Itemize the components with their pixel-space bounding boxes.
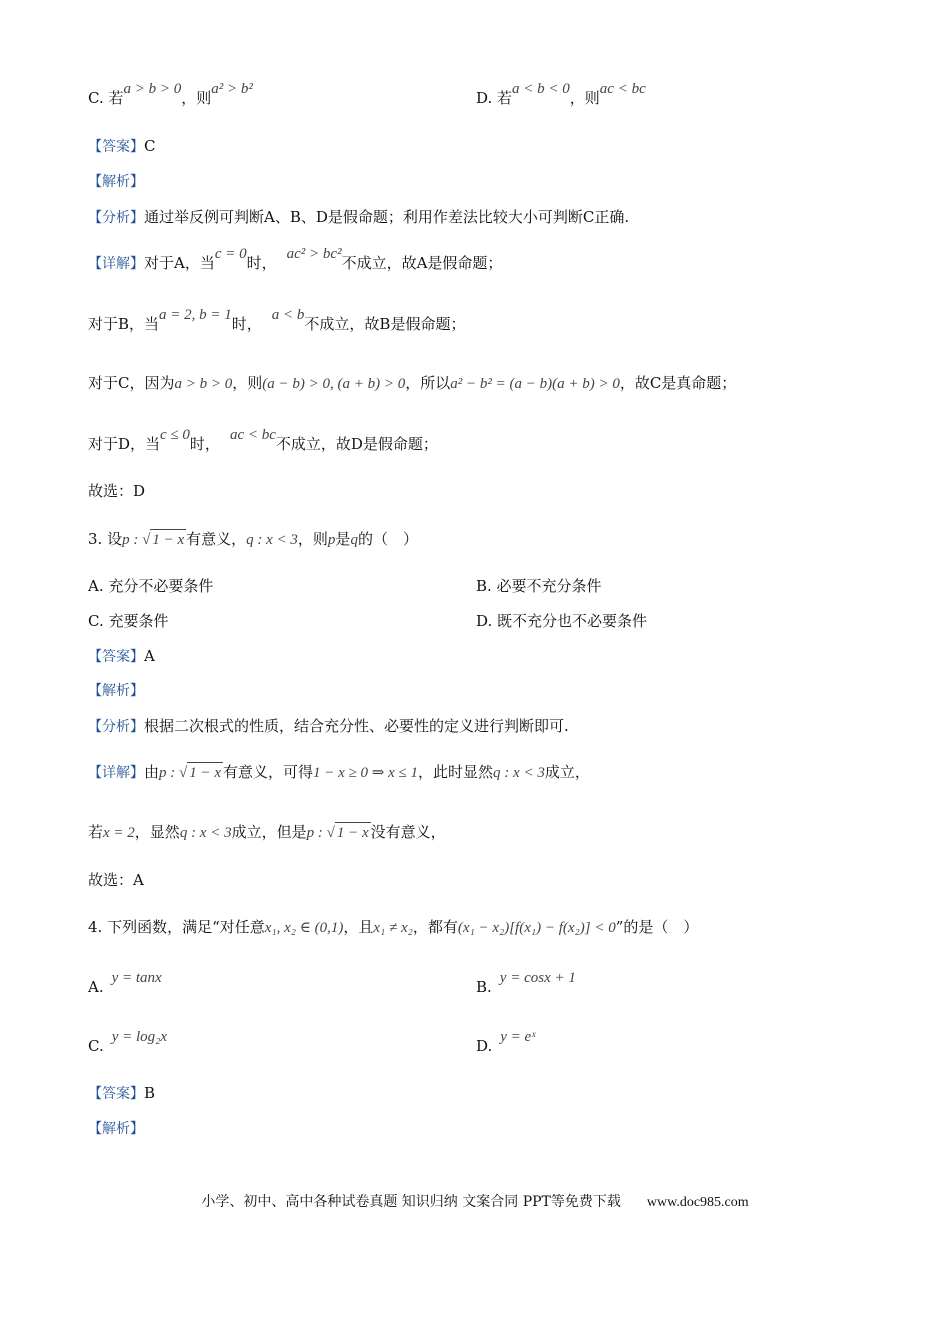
text: 有意义，可得 (223, 763, 314, 781)
text: ，显然 (134, 823, 180, 841)
footer-text: 小学、初中、高中各种试卷真题 知识归纳 文案合同 PPT等免费下载 (201, 1194, 621, 1210)
math-expr: ac < bc (229, 427, 276, 443)
detail-tag: 【详解】 (88, 765, 144, 781)
math-expr: q : x < 3 (246, 532, 298, 548)
text: 成立，但是 (231, 823, 307, 841)
answer-tag: 【答案】 (88, 649, 144, 665)
text: 对于B，当 (88, 315, 160, 333)
math-expr: q : x < 3 (493, 765, 545, 781)
text: 成立， (544, 763, 590, 781)
math-expr: a < b (271, 307, 305, 323)
text: 没有意义， (370, 823, 446, 841)
q2-analysis-tag: 【解析】 (88, 174, 144, 190)
q4-option-c (88, 1029, 168, 1057)
math-expr: y = eˣ (500, 1029, 536, 1045)
math-expr: a < b < 0 (512, 81, 570, 97)
q4-answer (88, 1083, 155, 1104)
math-expr: a = 2, b = 1 (159, 307, 232, 323)
q3-answer (88, 646, 155, 667)
text: ，所以 (405, 374, 451, 392)
math-expr: (x₁ − x₂)[f(x₁) − f(x₂)] < 0 (457, 920, 616, 936)
text: 的（ ） (357, 530, 418, 548)
q2-option-c (88, 81, 253, 109)
math-expr: a² > b² (211, 81, 253, 97)
text: 由 (144, 763, 160, 781)
math-expr: x₁, x₂ ∈ (0,1) (264, 920, 344, 936)
option-label: C. (88, 1037, 104, 1055)
math-expr: c = 0 (214, 246, 247, 262)
text: 时， (231, 315, 262, 333)
answer-value: A (144, 647, 155, 665)
math-expr: ac² > bc² (286, 246, 342, 262)
text: ，都有 (412, 918, 458, 936)
q3-detail-1 (88, 762, 590, 783)
text: ，则 (181, 89, 212, 107)
answer-tag: 【答案】 (88, 1086, 144, 1102)
question-number: 4. 下列函数，满足“对任意 (88, 918, 265, 936)
math-expr: (a − b) > 0, (a + b) > 0 (262, 376, 406, 392)
math-radicand: 1 − x (335, 822, 371, 843)
math-expr: c ≤ 0 (160, 427, 190, 443)
text: 对于A，当 (144, 254, 215, 272)
math-expr: p (327, 532, 336, 548)
q4-option-a (88, 970, 162, 998)
q3-option-c: C. 充要条件 (88, 612, 169, 630)
option-label: C. 若 (88, 89, 124, 107)
q3-stem (88, 529, 418, 550)
q4-option-d (476, 1029, 536, 1057)
math-expr: p : √ (122, 532, 151, 548)
text: 对于D，当 (88, 435, 161, 453)
q2-detail-d (88, 427, 438, 455)
math-expr: ac < bc (599, 81, 646, 97)
q3-option-b: B. 必要不充分条件 (476, 577, 602, 595)
math-expr: p : √ (306, 825, 335, 841)
math-expr: y = log₂x (111, 1029, 168, 1045)
text: ，则 (569, 89, 600, 107)
q2-detail-a (88, 246, 503, 274)
text: ，则 (232, 374, 263, 392)
fenxi-text: 根据二次根式的性质，结合充分性、必要性的定义进行判断即可. (144, 717, 569, 735)
math-expr: a > b > 0 (123, 81, 182, 97)
text: 是 (335, 530, 351, 548)
footer-url[interactable]: www.doc985.com (646, 1195, 749, 1210)
q2-option-d (476, 81, 646, 109)
text: 时， (246, 254, 277, 272)
text: 不成立，故A是假命题； (341, 254, 503, 272)
math-expr: q (350, 532, 358, 548)
q2-detail-c (88, 373, 736, 394)
q4-option-b (476, 970, 576, 998)
q3-detail-2 (88, 822, 446, 843)
answer-value: C (144, 137, 156, 155)
math-expr: x₁ ≠ x₂ (373, 920, 413, 936)
text: ，此时显然 (418, 763, 494, 781)
page-footer (0, 1191, 950, 1211)
text: 时， (189, 435, 220, 453)
text: 不成立，故B是假命题； (304, 315, 466, 333)
option-label: D. (476, 1037, 493, 1055)
math-radicand: 1 − x (150, 529, 186, 550)
answer-value: B (144, 1084, 156, 1102)
text: 有意义， (186, 530, 247, 548)
q2-answer (88, 136, 155, 157)
answer-tag: 【答案】 (88, 139, 144, 155)
math-expr: a > b > 0 (174, 376, 233, 392)
fenxi-tag: 【分析】 (88, 719, 144, 735)
text: 对于C，因为 (88, 374, 175, 392)
q2-choice: 故选：D (88, 482, 146, 500)
q2-detail-b (88, 307, 466, 335)
option-label: D. 若 (476, 89, 513, 107)
math-expr: a² − b² = (a − b)(a + b) > 0 (450, 376, 620, 392)
option-label: A. (88, 978, 104, 996)
q3-choice: 故选：A (88, 871, 144, 889)
math-expr: 1 − x ≥ 0 ⇒ x ≤ 1 (313, 765, 419, 781)
q2-fenxi (88, 207, 629, 228)
q3-option-a: A. 充分不必要条件 (88, 577, 214, 595)
option-label: B. (476, 978, 492, 996)
q4-analysis-tag: 【解析】 (88, 1121, 144, 1137)
detail-tag: 【详解】 (88, 256, 144, 272)
q3-fenxi (88, 716, 569, 737)
math-expr: y = tanx (111, 970, 162, 986)
text: ”的是（ ） (615, 918, 699, 936)
math-expr: p : √ (159, 765, 188, 781)
question-number: 3. 设 (88, 530, 123, 548)
q3-option-d: D. 既不充分也不必要条件 (476, 612, 648, 630)
text: 不成立，故D是假命题； (275, 435, 438, 453)
math-expr: y = cosx + 1 (499, 970, 576, 986)
text: ，则 (297, 530, 328, 548)
fenxi-tag: 【分析】 (88, 210, 144, 226)
math-expr: q : x < 3 (179, 825, 232, 841)
q3-analysis-tag: 【解析】 (88, 683, 144, 699)
math-expr: x = 2 (103, 825, 135, 841)
q4-stem (88, 917, 698, 938)
math-radicand: 1 − x (187, 762, 223, 783)
fenxi-text: 通过举反例可判断A、B、D是假命题；利用作差法比较大小可判断C正确. (144, 208, 630, 226)
text: ，故C是真命题； (619, 374, 737, 392)
text: 若 (88, 823, 104, 841)
text: ，且 (343, 918, 374, 936)
